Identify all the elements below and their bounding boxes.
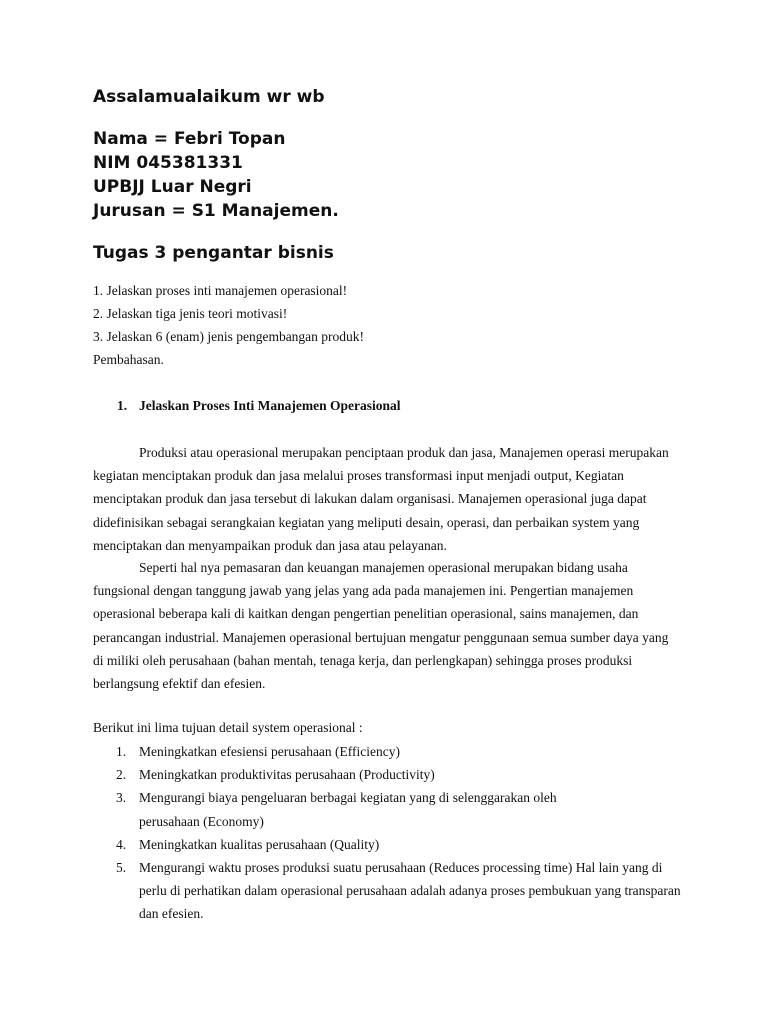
list-item-number: 5. (116, 860, 127, 876)
greeting-heading: Assalamualaikum wr wb (93, 87, 325, 107)
list-item-text: Meningkatkan produktivitas perusahaan (Productivity) (139, 767, 435, 783)
list-item-number: 2. (116, 767, 127, 783)
list-item (93, 763, 683, 786)
identity-nama: Nama = Febri Topan (93, 129, 286, 149)
section-1-title (117, 398, 401, 414)
list-item-number: 1. (116, 744, 127, 759)
question-3: 3. Jelaskan 6 (enam) jenis pengembangan produk! (93, 329, 365, 344)
list-item (93, 786, 683, 832)
identity-jurusan: Jurusan = S1 Manajemen. (93, 201, 339, 221)
section-1-number: 1. (117, 398, 128, 413)
list-item-text: Mengurangi biaya pengeluaran berbagai kegiatan yang di selenggarakan oleh perusahaan (Economy) (139, 790, 557, 829)
list-item (93, 740, 683, 763)
assignment-title: Tugas 3 pengantar bisnis (93, 243, 334, 263)
list-item (93, 856, 683, 926)
identity-upbjj: UPBJJ Luar Negri (93, 177, 252, 197)
list-item (93, 833, 683, 856)
paragraph-1: Produksi atau operasional merupakan penciptaan produk dan jasa, Manajemen operasi merupakan kegiatan menciptakan produk dan jasa melalui proses transformasi input menjadi output, Kegiatan menciptakan produk dan jasa tersebut di lakukan dalam organisasi. Manajemen operasional juga dapat didefinisikan sebagai serangkaian kegiatan yang meliputi desain, operasi, dan perbaikan system yang menciptakan dan menyampaikan produk dan jasa atau pelayanan. (93, 445, 669, 553)
identity-nim: NIM 045381331 (93, 153, 243, 173)
pembahasan-label: Pembahasan. (93, 352, 164, 367)
section-1-title-text: Jelaskan Proses Inti Manajemen Operasional (139, 398, 401, 413)
list-item-number: 4. (116, 836, 127, 852)
list-item-text: Mengurangi waktu proses produksi suatu perusahaan (Reduces processing time) Hal lain yang di perlu di perhatikan dalam operasional perusahaan adalah adanya proses pembukuan yang transparan dan efesien. (139, 860, 681, 922)
list-item-text: Meningkatkan efesiensi perusahaan (Efficiency) (139, 744, 401, 759)
question-1: 1. Jelaskan proses inti manajemen operasional! (93, 283, 348, 298)
goals-list (93, 740, 683, 926)
goals-intro: Berikut ini lima tujuan detail system operasional : (93, 720, 363, 735)
list-item-number: 3. (116, 790, 127, 806)
question-2: 2. Jelaskan tiga jenis teori motivasi! (93, 306, 288, 321)
paragraph-2: Seperti hal nya pemasaran dan keuangan manajemen operasional merupakan bidang usaha fungsional dengan tanggung jawab yang jelas yang ada pada manajemen ini. Pengertian manajemen operasional beberapa kali di kaitkan dengan pengertian penelitian operasional, sains manajemen, dan perancangan industrial. Manajemen operasional bertujuan mengatur penggunaan semua sumber daya yang di miliki oleh perusahaan (bahan mentah, tenaga kerja, dan perlengkapan) sehingga proses produksi berlangsung efektif dan efesien. (93, 560, 669, 692)
list-item-text: Meningkatkan kualitas perusahaan (Quality) (139, 836, 380, 852)
